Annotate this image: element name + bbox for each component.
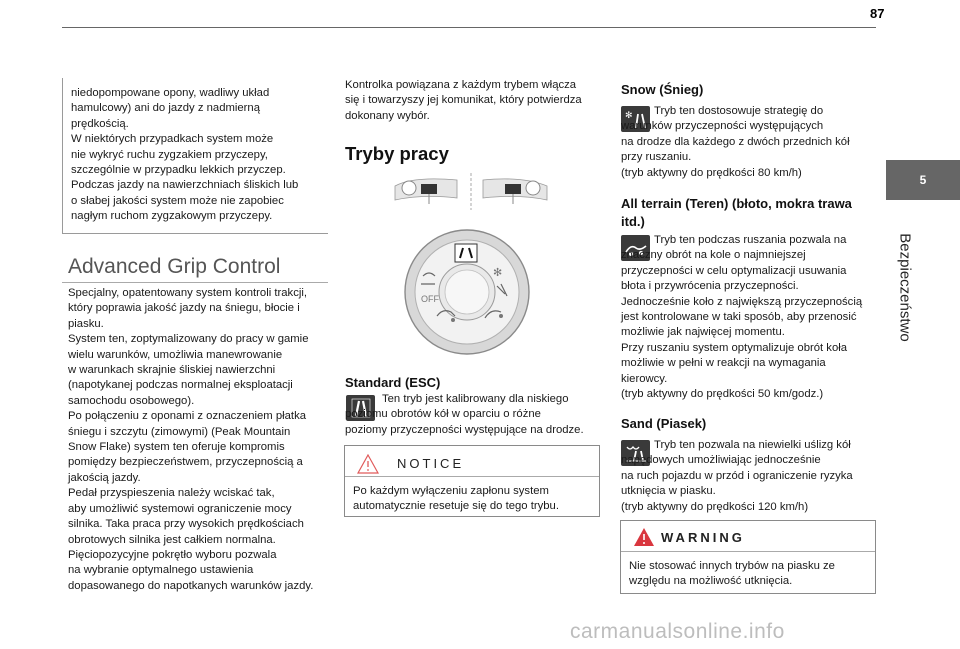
standard-heading: Standard (ESC): [345, 375, 441, 390]
warning-triangle-icon: [633, 527, 655, 547]
watermark-text: carmanualsonline.info: [570, 620, 785, 643]
section-heading-advanced-grip: Advanced Grip Control: [68, 255, 281, 278]
mode-selector-dial: [405, 230, 529, 354]
warning-rule: [621, 551, 875, 552]
modes-heading: Tryby pracy: [345, 143, 449, 164]
continued-text: niedopompowane opony, wadliwy układ hamulcowy) ani do jazdy z nadmierną prędkością. W niektórych przypadkach system może nie wykryć ruchu zygzakiem przyczepy, szczególnie w przypadku lekkich przyczep. Podczas jazdy na nawierzchniach śliskich lub o słabej jakości system może nie zapobiec nagłym ruchom zygzakowym przyczepy.: [71, 87, 299, 223]
dial-diagram: [393, 168, 549, 358]
dial-off-label: OFF: [421, 294, 439, 304]
svg-text:✻: ✻: [624, 111, 633, 121]
notice-rule: [345, 476, 599, 477]
advanced-grip-text: Specjalny, opatentowany system kontroli trakcji, który poprawia jakość jazdy na śniegu, błocie i piasku. System ten, zoptymalizowany do pracy w gamie wielu warunków, umożliwia manewrowanie w warunkach skrajnie śliskiej nawierzchni (napotykanej podczas normalnej eksploatacji samochodu osobowego). Po połączeniu z oponami z oznaczeniem płatka śniegu i szczytu (zimowymi) (Peak Mountain Snow Flake) system ten oferuje kompromis pomiędzy bezpieczeństwem, przyczepnością a jakością jazdy. Pedał przyspieszenia należy wciskać tak, aby umożliwić systemowi ograniczenie mocy silnika. Taka praca przy wysokich prędkościach obrotowych silnika jest całkiem normalna. Pięciopozycyjne pokrętło wyboru pozwala na wybranie optymalnego ustawienia dopasowanego do napotkanych warunków jazdy.: [68, 287, 314, 592]
sand-heading: Sand (Piasek): [621, 416, 707, 431]
notice-box: [344, 445, 600, 517]
advanced-grip-body: [68, 286, 330, 594]
chapter-label-text: Bezpieczeństwo: [896, 232, 914, 342]
section-heading-rule: [62, 282, 328, 283]
notice-text: Po każdym wyłączeniu zapłonu system automatycznie resetuje się do tego trybu.: [353, 485, 559, 513]
header-rule: [62, 27, 876, 28]
snow-heading: Snow (Śnieg): [621, 82, 704, 97]
notice-triangle-icon: [357, 454, 379, 474]
warning-title: WARNING: [661, 530, 745, 545]
terrain-heading: All terrain (Teren) (błoto, mokra trawa itd.): [621, 196, 852, 229]
terrain-text: Tryb ten podczas ruszania pozwala na znaczny obrót na kole o najmniejszej przyczepności w celu optymalizacji usuwania błota i przywrócenia przyczepności. Jednocześnie koło z największą przyczepnością jest kontrolowane w taki sposób, aby przenosić możliwie jak najwięcej momentu. Przy ruszaniu system optymalizuje obrót koła możliwie w pełni w reakcji na wymagania kierowcy. (tryb aktywny do prędkości 50 km/godz.): [621, 234, 863, 401]
indicator-intro: [345, 78, 607, 124]
standard-text: Ten tryb jest kalibrowany dla niskiego poziomu obrotów kół w oparciu o różne poziomy przyczepności występujące na drodze.: [345, 393, 584, 436]
warning-text: Nie stosować innych trybów na piasku ze względu na możliwość utknięcia.: [629, 560, 835, 588]
chapter-tab[interactable]: 5: [886, 160, 960, 200]
notice-title: NOTICE: [397, 456, 465, 471]
continued-text-box: [62, 78, 328, 234]
indicator-intro-text: Kontrolka powiązana z każdym trybem włącza się i towarzyszy jej komunikat, który potwierdza dokonany wybór.: [345, 79, 582, 122]
warning-box: [620, 520, 876, 594]
dashboard-strip-left: [395, 179, 457, 204]
page-number: 87: [870, 6, 885, 21]
chapter-label: [892, 212, 918, 362]
sand-text: Tryb ten pozwala na niewielki uślizg kół napędowych umożliwiając jednocześnie na ruch pojazdu w przód i ograniczenie ryzyka utknięcia w piasku. (tryb aktywny do prędkości 120 km/h): [621, 439, 853, 513]
svg-text:✻: ✻: [493, 266, 503, 279]
dashboard-strip-right: [483, 179, 547, 204]
snow-text: Tryb ten dostosowuje strategię do warunków przyczepności występujących na drodze dla każdego z dwóch przednich kół przy ruszaniu. (tryb aktywny do prędkości 80 km/h): [621, 105, 850, 179]
